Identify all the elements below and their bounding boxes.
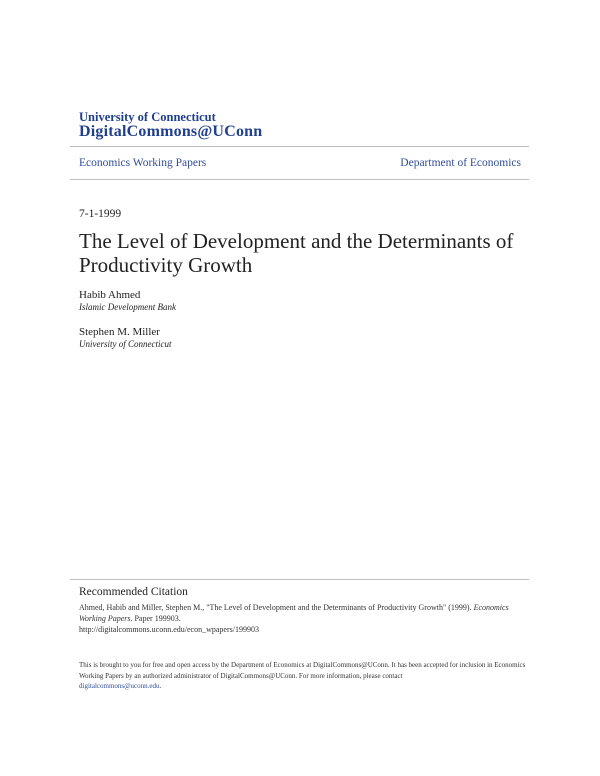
repository-name[interactable]: DigitalCommons@UConn — [79, 123, 263, 140]
author-name: Stephen M. Miller — [79, 326, 160, 338]
author-affiliation: University of Connecticut — [79, 339, 172, 349]
citation-divider — [70, 579, 529, 580]
citation-series: Economics Working Papers — [79, 603, 509, 623]
author-name: Habib Ahmed — [79, 289, 141, 301]
nav-divider — [70, 179, 529, 180]
author-affiliation: Islamic Development Bank — [79, 302, 176, 312]
access-notice-text: This is brought to you for free and open access by the Department of Economics at DigitalCommons@UConn. It has been accepted for inclusion in Economics Working Papers by an authorized administrator of DigitalCommons@UConn. For more information, please contact — [79, 661, 526, 680]
citation-paper: . Paper 199903. — [130, 614, 181, 623]
university-name[interactable]: University of Connecticut — [79, 110, 216, 124]
publication-date: 7-1-1999 — [79, 208, 122, 220]
access-notice — [79, 660, 529, 692]
header-divider — [70, 146, 529, 147]
series-link[interactable]: Economics Working Papers — [79, 157, 207, 169]
contact-email-link[interactable]: digitalcommons@uconn.edu — [79, 682, 160, 690]
access-notice-end: . — [159, 682, 162, 690]
department-link[interactable]: Department of Economics — [400, 157, 521, 169]
citation-main: Ahmed, Habib and Miller, Stephen M., "The Level of Development and the Determinants of Productivity Growth" (1999). — [79, 603, 474, 612]
citation-text — [79, 602, 529, 635]
author-block — [79, 326, 171, 349]
paper-title: The Level of Development and the Determinants of Productivity Growth — [79, 229, 514, 277]
citation-url[interactable]: http://digitalcommons.uconn.edu/econ_wpapers/199903 — [79, 625, 259, 634]
recommended-citation-heading: Recommended Citation — [79, 586, 188, 598]
author-block — [79, 289, 176, 312]
